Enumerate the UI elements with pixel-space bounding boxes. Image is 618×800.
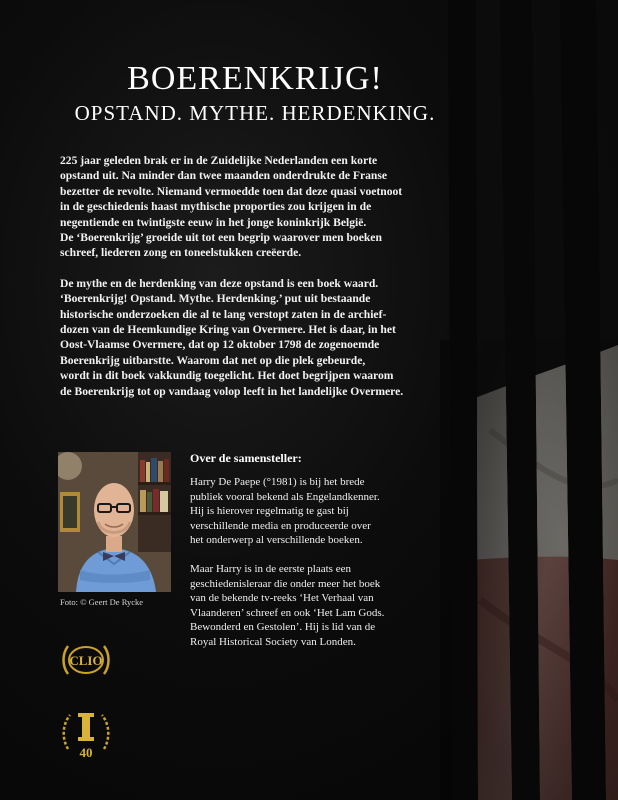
text-line: Boerenkrijg uitbarstte. Waarom dat net op die plek gebeurde, bbox=[60, 353, 366, 367]
author-paragraph-2 bbox=[190, 562, 450, 650]
text-line: historische onderzoeken die al te lang verstopt zaten in de archief- bbox=[60, 307, 387, 321]
intro-text bbox=[60, 153, 460, 414]
text-line: negentiende en twintigste eeuw in het jonge koninkrijk België. bbox=[60, 215, 367, 229]
anniversary-logo bbox=[60, 705, 112, 761]
clio-logo bbox=[60, 640, 112, 680]
book-title: BOERENKRIJG! bbox=[127, 60, 383, 97]
text-line: Oost-Vlaamse Overmere, dat op 12 oktober 1798 de zogenoemde bbox=[60, 338, 380, 352]
text-line: De mythe en de herdenking van deze opstand is een boek waard. bbox=[60, 276, 379, 290]
title-block bbox=[40, 60, 470, 126]
photo-credit: Foto: © Geert De Rycke bbox=[60, 597, 144, 607]
text-line: dozen van de Heemkundige Kring van Overmere. Het is daar, in het bbox=[60, 323, 396, 337]
author-heading: Over de samensteller: bbox=[190, 451, 302, 465]
text-line: 225 jaar geleden brak er in de Zuidelijke Nederlanden een korte bbox=[60, 154, 378, 167]
author-bio bbox=[190, 475, 450, 664]
text-line: De ‘Boerenkrijg’ groeide uit tot een begrip waarover men boeken bbox=[60, 231, 382, 245]
text-line: Vlaanderen’ schreef en ook ‘Het Lam Gods. bbox=[190, 606, 385, 619]
anniversary-logo-text: 40 bbox=[79, 745, 93, 760]
text-line: ‘Boerenkrijg! Opstand. Mythe. Herdenking.’ put uit bestaande bbox=[60, 292, 371, 306]
text-line: schreef, liederen zong en toneelstukken creëerde. bbox=[60, 246, 302, 260]
text-line: verschillende media en produceerde over bbox=[190, 519, 371, 532]
book-subtitle: OPSTAND. MYTHE. HERDENKING. bbox=[74, 101, 436, 125]
text-line: bezetter de revolte. Niemand vermoedde toen dat deze quasi voetnoot bbox=[60, 184, 403, 198]
text-line: in de geschiedenis haast mythische proporties zou krijgen in de bbox=[60, 200, 372, 214]
text-line: Maar Harry is in de eerste plaats een bbox=[190, 562, 351, 575]
text-line: opstand uit. Na minder dan twee maanden onderdrukte de Franse bbox=[60, 169, 388, 183]
text-line: Hij is hierover regelmatig te gast bij bbox=[190, 505, 349, 518]
intro-paragraph-2 bbox=[60, 276, 460, 399]
text-line: van de bekende tv-reeks ‘Het Verhaal van bbox=[190, 592, 374, 605]
author-photo bbox=[58, 452, 171, 592]
text-line: het onderwerp al verschillende boeken. bbox=[190, 534, 363, 547]
text-line: wordt in dit boek vakkundig toegelicht. Het doet begrijpen waarom bbox=[60, 369, 394, 383]
text-line: Royal Historical Society van Londen. bbox=[190, 635, 356, 648]
text-line: publiek vooral bekend als Engelandkenner. bbox=[190, 490, 380, 503]
author-portrait-image bbox=[58, 452, 171, 592]
text-line: de Boerenkrijg tot op vandaag volop leeft in het landelijke Overmere. bbox=[60, 384, 404, 398]
author-paragraph-1 bbox=[190, 475, 450, 548]
clio-logo-text: CLIO bbox=[69, 653, 103, 668]
intro-paragraph-1 bbox=[60, 153, 460, 261]
text-line: geschiedenisleraar die onder meer het boek bbox=[190, 577, 381, 590]
text-line: Bewonderd en Gestolen’. Hij is lid van de bbox=[190, 621, 376, 634]
text-line: Harry De Paepe (°1981) is bij het brede bbox=[190, 476, 365, 488]
